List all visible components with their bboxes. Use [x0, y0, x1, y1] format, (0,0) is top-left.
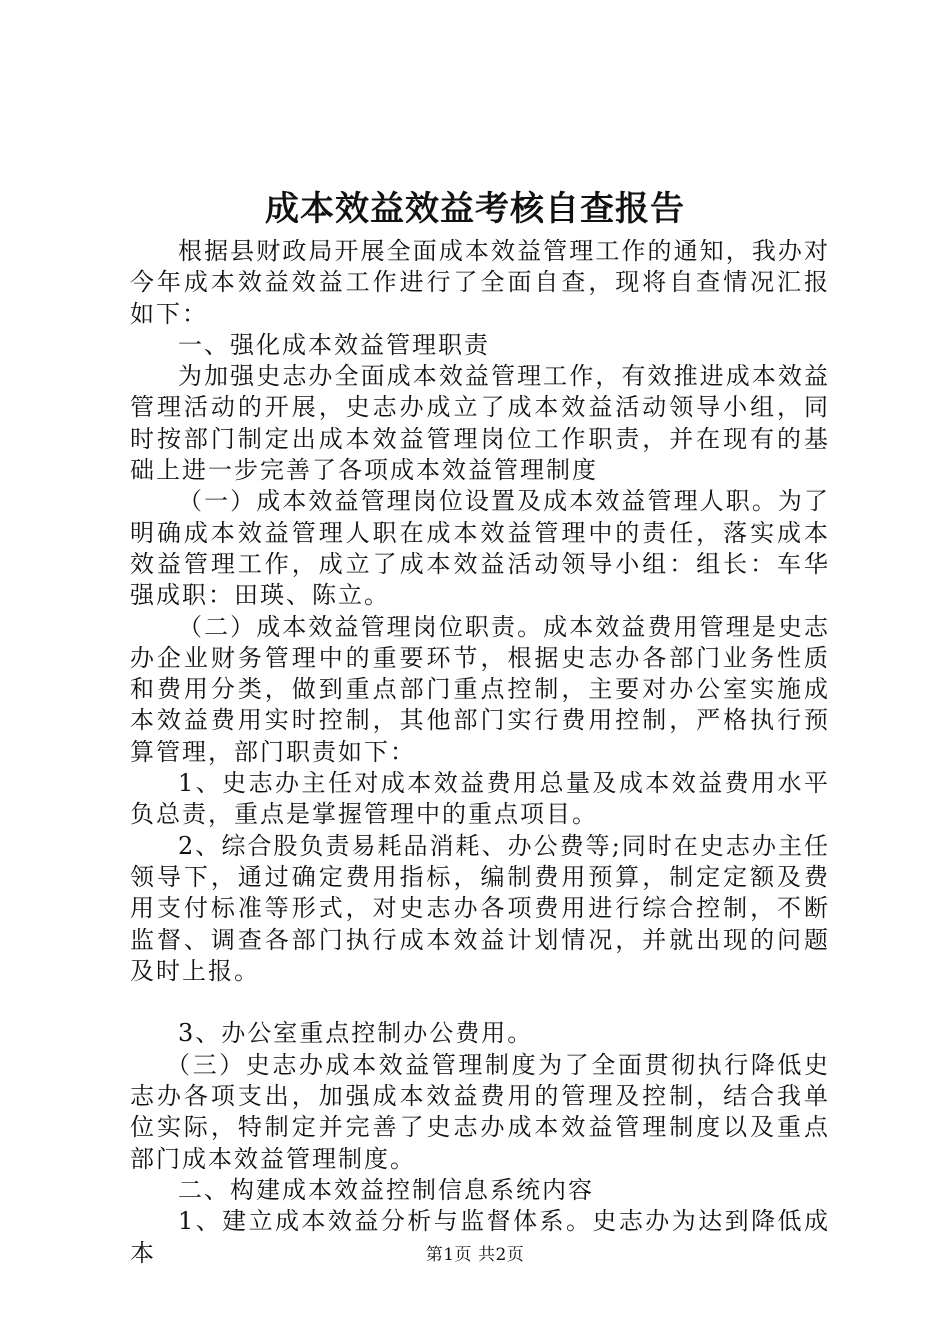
body-paragraph: （三）史志办成本效益管理制度为了全面贯彻执行降低史志办各项支出，加强成本效益费用的管理及控制，结合我单位实际，特制定并完善了史志办成本效益管理制度以及重点部门成本效益管理制度。 — [130, 1050, 830, 1173]
page-indicator: 第1页 共2页 — [425, 1245, 525, 1265]
list-paragraph: 1、建立成本效益分析与监督体系。史志办为达到降低成本 — [130, 1207, 830, 1267]
list-paragraph: 1、史志办主任对成本效益费用总量及成本效益费用水平负总责，重点是掌握管理中的重点项目。 — [130, 769, 830, 829]
intro-paragraph: 根据县财政局开展全面成本效益管理工作的通知，我办对今年成本效益效益工作进行了全面自查，现将自查情况汇报如下： — [130, 237, 830, 328]
section-heading-2: 二、构建成本效益控制信息系统内容 — [178, 1175, 594, 1204]
list-paragraph: 3、办公室重点控制办公费用。 — [178, 1019, 534, 1048]
body-paragraph: （二）成本效益管理岗位职责。成本效益费用管理是史志办企业财务管理中的重要环节，根据史志办各部门业务性质和费用分类，做到重点部门重点控制，主要对办公室实施成本效益费用实时控制，其他部门实行费用控制，严格执行预算管理，部门职责如下： — [130, 612, 830, 766]
body-paragraph: 为加强史志办全面成本效益管理工作，有效推进成本效益管理活动的开展，史志办成立了成本效益活动领导小组，同时按部门制定出成本效益管理岗位工作职责，并在现有的基础上进一步完善了各项成本效益管理制度 — [130, 362, 830, 485]
document-body — [130, 236, 830, 1269]
document-title: 成本效益效益考核自查报告 — [265, 189, 685, 229]
body-paragraph: （一）成本效益管理岗位设置及成本效益管理人职。为了明确成本效益管理人职在成本效益管理中的责任，落实成本效益管理工作，成立了成本效益活动领导小组：组长：车华强成职：田瑛、陈立。 — [130, 487, 830, 610]
list-paragraph: 2、综合股负责易耗品消耗、办公费等;同时在史志办主任领导下，通过确定费用指标，编制费用预算，制定定额及费用支付标准等形式，对史志办各项费用进行综合控制，不断监督、调查各部门执行成本效益计划情况，并就出现的问题及时上报。 — [130, 831, 830, 985]
section-heading-1: 一、强化成本效益管理职责 — [178, 330, 490, 359]
